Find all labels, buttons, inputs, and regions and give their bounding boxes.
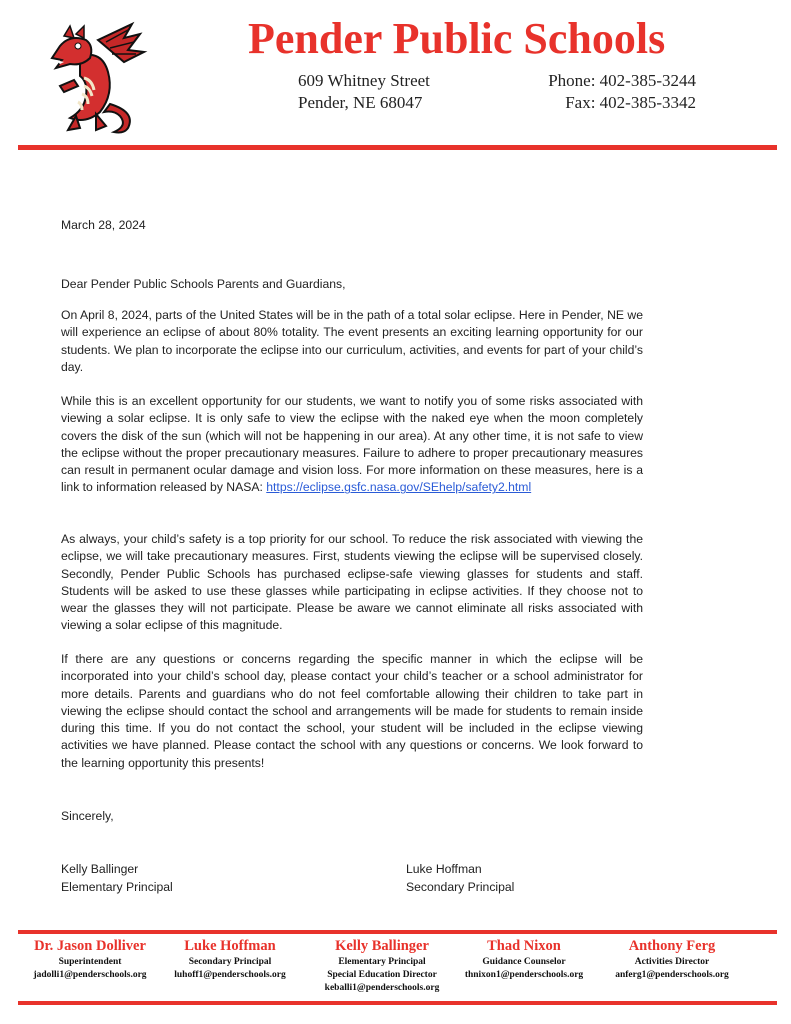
city-state-zip: Pender, NE 68047 xyxy=(298,93,423,112)
header-divider xyxy=(18,145,777,150)
staff-name: Dr. Jason Dolliver xyxy=(34,938,146,954)
letter-closing: Sincerely, xyxy=(61,809,114,823)
letter-date: March 28, 2024 xyxy=(61,218,146,232)
staff-name: Anthony Ferg xyxy=(628,938,716,954)
staff-title: Secondary Principal xyxy=(188,957,272,967)
fax-number: Fax: 402-385-3342 xyxy=(565,93,696,112)
staff-title: Superintendent xyxy=(58,957,122,967)
staff-email[interactable]: luhoff1@penderschools.org xyxy=(174,970,286,980)
signer-title: Secondary Principal xyxy=(406,880,515,894)
nasa-safety-link[interactable]: https://eclipse.gsfc.nasa.gov/SEhelp/safety2.html xyxy=(266,480,532,495)
paragraph-safety-measures: As always, your child’s safety is a top priority for our school. To reduce the risk associated with viewing the eclipse, we will take precautionary measures. First, students viewing the eclipse will be supervised closely. Secondly, Pender Public Schools has purchased eclipse-safe viewing glasses for students and staff. Students will be asked to use these glasses while participating in eclipse activities. If they choose not to wear the glasses they will not participate. Please be aware we cannot eliminate all risks associated with viewing a solar eclipse of this magnitude. xyxy=(61,532,643,633)
staff-title: Guidance Counselor xyxy=(482,957,566,967)
paragraph-questions: If there are any questions or concerns regarding the specific manner in which the eclipse will be incorporated into your child’s school day, please contact your child’s teacher or a school administrator for more details. Parents and guardians who do not feel comfortable allowing their children to take part in viewing the eclipse should contact the school and arrangements will be made for students to remain inside during this time. If you do not contact the school, your student will be included in the eclipse viewing activities we have planned. Please contact the school with any questions or concerns. We look forward to the learning opportunity this presents! xyxy=(61,652,643,770)
staff-email[interactable]: jadolli1@penderschools.org xyxy=(33,970,147,980)
school-address xyxy=(298,70,430,114)
staff-name: Luke Hoffman xyxy=(184,938,276,954)
staff-activities-director xyxy=(604,937,740,982)
staff-email[interactable]: thnixon1@penderschools.org xyxy=(464,970,584,980)
staff-name: Kelly Ballinger xyxy=(335,938,429,954)
staff-name: Thad Nixon xyxy=(487,938,561,954)
school-contact xyxy=(520,70,696,114)
signature-secondary xyxy=(406,860,514,896)
letter-salutation: Dear Pender Public Schools Parents and Guardians, xyxy=(61,277,346,291)
staff-email[interactable]: anferg1@penderschools.org xyxy=(615,970,729,980)
footer-divider-top xyxy=(18,930,777,934)
staff-secondary-principal xyxy=(162,937,298,982)
signer-title: Elementary Principal xyxy=(61,880,173,894)
staff-email[interactable]: keballi1@penderschools.org xyxy=(324,983,440,993)
signature-elementary xyxy=(61,860,173,896)
school-name: Pender Public Schools xyxy=(248,14,666,63)
staff-elementary-principal xyxy=(312,937,452,995)
footer-divider-bottom xyxy=(18,1001,777,1005)
paragraph-eclipse-risks xyxy=(61,393,643,497)
staff-title-secondary: Special Education Director xyxy=(327,970,437,980)
staff-title: Elementary Principal xyxy=(338,957,426,967)
street-address: 609 Whitney Street xyxy=(298,71,430,90)
paragraph-eclipse-intro: On April 8, 2024, parts of the United States will be in the path of a total solar eclipse. Here in Pender, NE we will experience an eclipse of about 80% totality. The event presents an exciting learning opportunity for our students. We plan to incorporate the eclipse into our curriculum, activities, and events for part of your child’s day. xyxy=(61,308,643,374)
staff-guidance-counselor xyxy=(454,937,594,982)
phone-number: Phone: 402-385-3244 xyxy=(548,71,696,90)
dragon-mascot-icon xyxy=(40,20,152,138)
staff-title: Activities Director xyxy=(634,957,710,967)
signer-name: Kelly Ballinger xyxy=(61,862,139,876)
signer-name: Luke Hoffman xyxy=(406,862,482,876)
paragraph-eclipse-risks-text: While this is an excellent opportunity for our students, we want to notify you of some risks associated with viewing a solar eclipse. It is only safe to view the eclipse with the naked eye when the moon completely covers the disk of the sun (which will not be happening in our area). At any other time, it is not safe to view the eclipse without the proper precautionary measures. Failure to adhere to proper precautionary measures can result in permanent ocular damage and vision loss. For more information on these measures, here is a link to information released by NASA: xyxy=(61,394,643,495)
staff-superintendent xyxy=(20,937,160,982)
